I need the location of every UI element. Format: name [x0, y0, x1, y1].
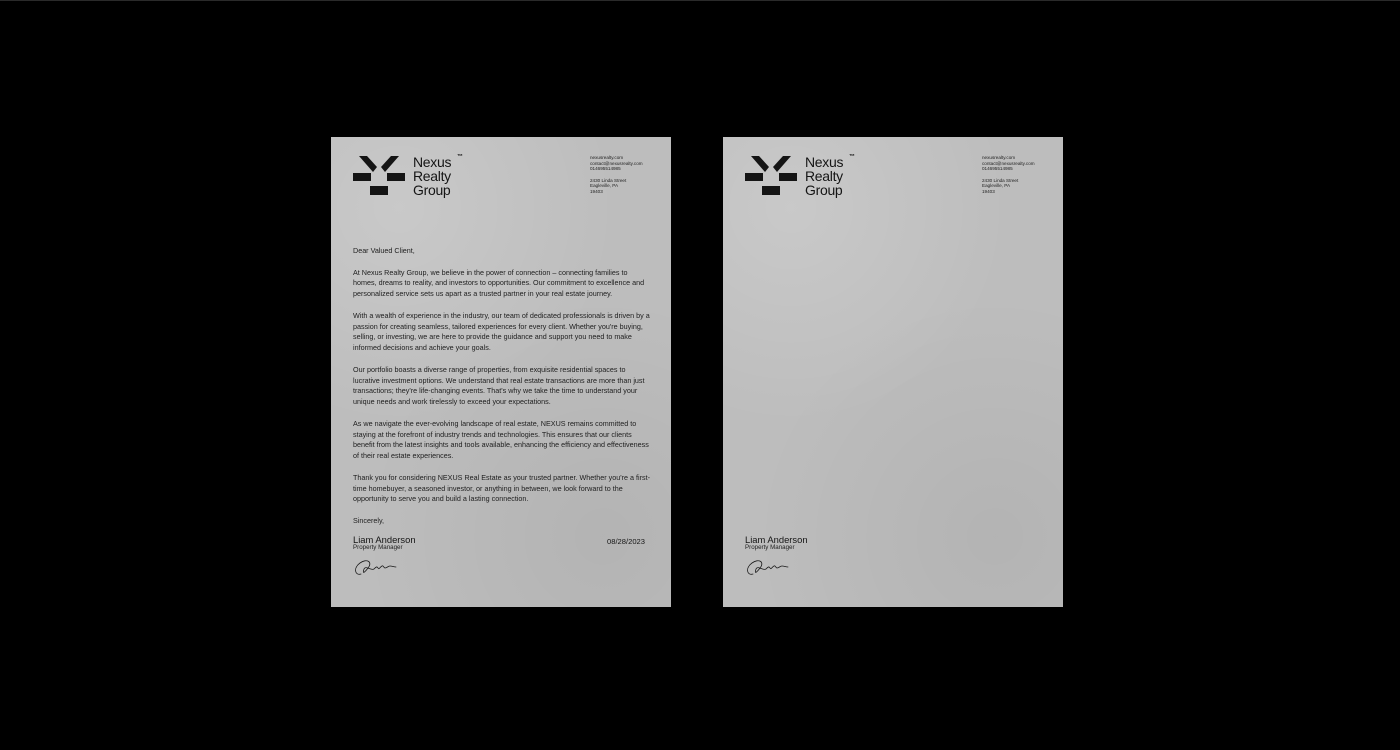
contact-phone: 014695514985: [590, 166, 621, 172]
brand-line: Realty: [413, 168, 451, 184]
signature-icon: [744, 555, 790, 579]
signer-name: Liam Anderson: [745, 534, 808, 545]
brand-line: Nexus: [413, 154, 452, 170]
brand-line: Nexus: [805, 154, 844, 170]
brand-line: Group: [413, 182, 451, 198]
contact-zip: 19403: [982, 188, 995, 194]
letter-paragraph: Our portfolio boasts a diverse range of properties, from exquisite residential spaces to lucrative investment options. We understand that real estate transactions are more than just transactions; they're life-changing events. That's why we take the time to understand your unique needs and work tirelessly to exceed your expectations.: [353, 364, 645, 407]
contact-city: Eagleville, PA: [982, 183, 1011, 189]
contact-street: 2430 Linda Street: [982, 177, 1019, 183]
contact-zip: 19403: [590, 188, 603, 194]
contact-phone: 014695514985: [982, 166, 1013, 172]
top-rule: [0, 0, 1400, 1]
signer-name: Liam Anderson: [353, 534, 416, 545]
letter-paragraph: With a wealth of experience in the industry, our team of dedicated professionals is driven by a passion for creating seamless, tailored experiences for every client. Whether you're buying, selling, or investing, we are here to provide the guidance and support you need to make informed decisions and achieve your goals.: [353, 310, 650, 353]
contact-street: 2430 Linda Street: [590, 177, 627, 183]
letter-greeting: Dear Valued Client,: [353, 246, 415, 255]
letter-closing: Sincerely,: [353, 515, 385, 525]
brand-line: Realty: [805, 168, 843, 184]
contact-website: nexusrealty.com: [590, 155, 624, 160]
contact-email: contact@nexusrealty.com: [982, 160, 1035, 166]
letter-paragraph: As we navigate the ever-evolving landscape of real estate, NEXUS remains committed to staying at the forefront of industry trends and technologies. This ensures that our clients benefit from the latest insights and tools available, enhancing the efficiency and effectiveness of their real estate experiences.: [353, 418, 649, 461]
letter-body: [353, 246, 651, 538]
letterhead-sheet-with-letter: [331, 137, 671, 607]
nexus-logo-icon: [745, 156, 797, 196]
letterhead-sheet-blank: [723, 137, 1063, 607]
contact-city: Eagleville, PA: [590, 183, 619, 189]
signer-role: Property Manager: [745, 544, 795, 551]
brand-name: [413, 155, 451, 197]
trademark-symbol: ™: [849, 154, 855, 160]
nexus-logo-icon: [353, 156, 405, 196]
contact-block: [982, 155, 1035, 195]
signature-icon: [352, 555, 398, 579]
trademark-symbol: ™: [457, 154, 463, 160]
contact-website: nexusrealty.com: [982, 155, 1016, 160]
letter-paragraph: Thank you for considering NEXUS Real Estate as your trusted partner. Whether you're a first-time homebuyer, a seasoned investor, or anything in between, we look forward to the opportunity to serve you and build a lasting connection.: [353, 472, 650, 504]
signer-role: Property Manager: [353, 544, 403, 551]
brand-line: Group: [805, 182, 843, 198]
contact-block: [590, 155, 643, 195]
letter-date: 08/28/2023: [607, 537, 646, 546]
brand-name: [805, 155, 843, 197]
letter-paragraph: At Nexus Realty Group, we believe in the power of connection – connecting families to homes, dreams to reality, and investors to opportunities. Our commitment to excellence and personalized service sets us apart as a trusted partner in your real estate journey.: [353, 267, 645, 299]
contact-email: contact@nexusrealty.com: [590, 160, 643, 166]
